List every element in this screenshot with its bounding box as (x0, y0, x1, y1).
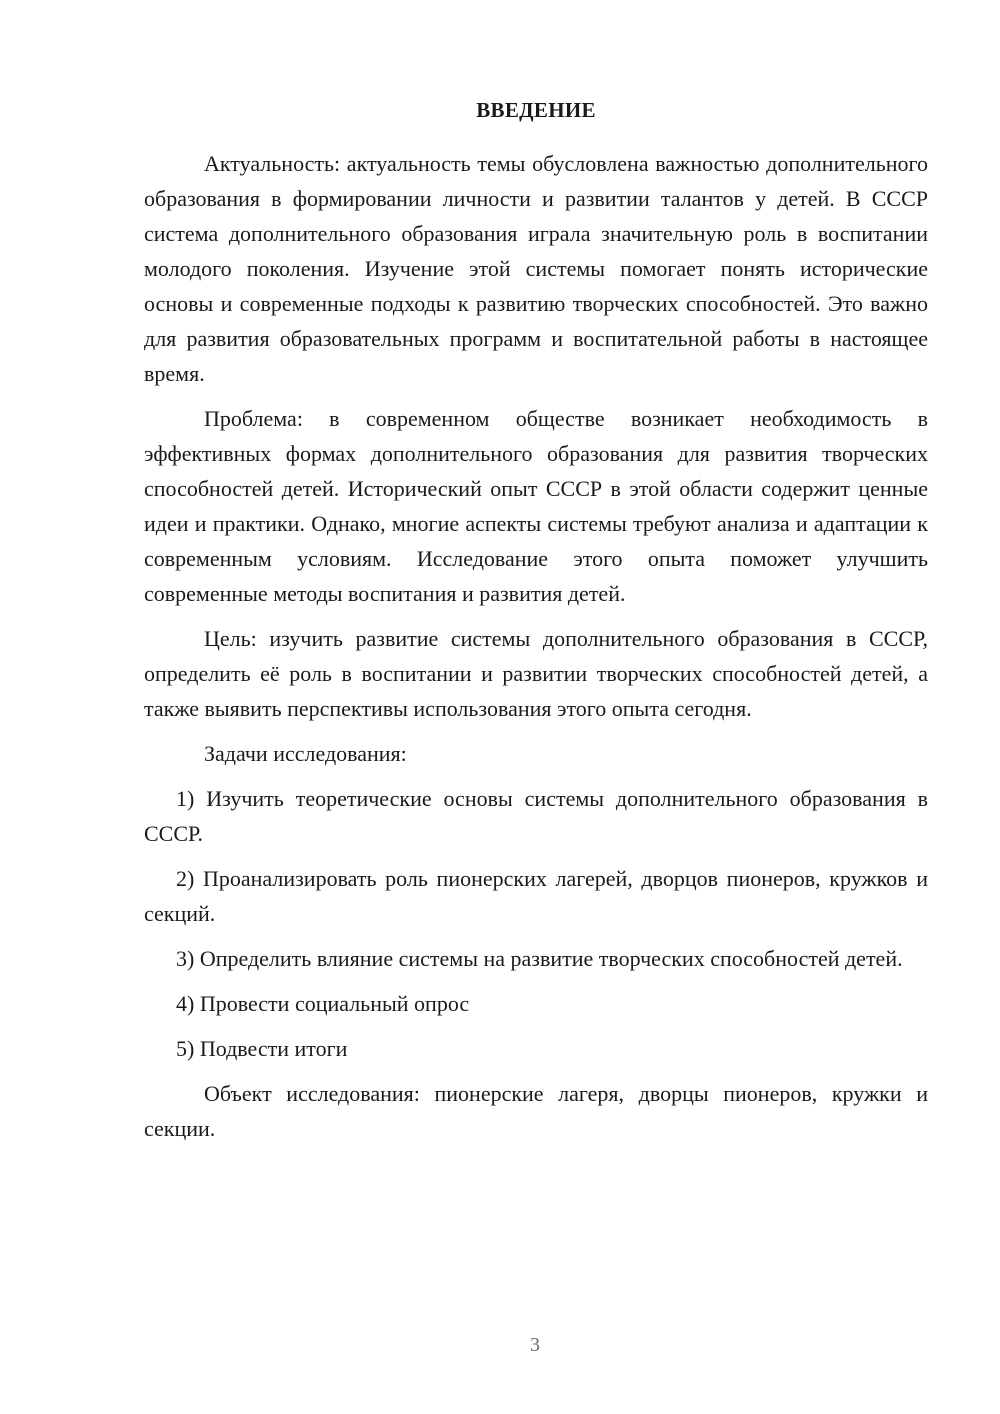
section-title: ВВЕДЕНИЕ (476, 98, 596, 122)
task-item-5: 5) Подвести итоги (176, 1036, 348, 1061)
page-number: 3 (530, 1334, 540, 1356)
tasks-heading: Задачи исследования: (204, 741, 407, 766)
document-page (144, 96, 928, 1156)
task-item-4: 4) Провести социальный опрос (176, 991, 470, 1016)
problem-paragraph: Проблема: в современном обществе возникает необходимость в эффективных формах дополнительного образования для развития творческих способностей детей. Исторический опыт СССР в этой области содержит ценные идеи и практики. Однако, многие аспекты системы требуют анализа и адаптации к современным условиям. Исследование этого опыта поможет улучшить современные методы воспитания и развития детей. (144, 406, 928, 606)
task-item-1: 1) Изучить теоретические основы системы дополнительного образования в СССР. (144, 786, 928, 846)
object-paragraph: Объект исследования: пионерские лагеря, дворцы пионеров, кружки и секции. (144, 1081, 928, 1141)
task-item-2: 2) Проанализировать роль пионерских лагерей, дворцов пионеров, кружков и секций. (144, 866, 928, 926)
goal-paragraph: Цель: изучить развитие системы дополнительного образования в СССР, определить её роль в воспитании и развитии творческих способностей детей, а также выявить перспективы использования этого опыта сегодня. (144, 626, 928, 721)
relevance-paragraph: Актуальность: актуальность темы обусловлена важностью дополнительного образования в формировании личности и развитии талантов у детей. В СССР система дополнительного образования играла значительную роль в воспитании молодого поколения. Изучение этой системы помогает понять исторические основы и современные подходы к развитию творческих способностей. Это важно для развития образовательных программ и воспитательной работы в настоящее время. (144, 151, 928, 386)
task-item-3: 3) Определить влияние системы на развитие творческих способностей детей. (176, 946, 903, 971)
